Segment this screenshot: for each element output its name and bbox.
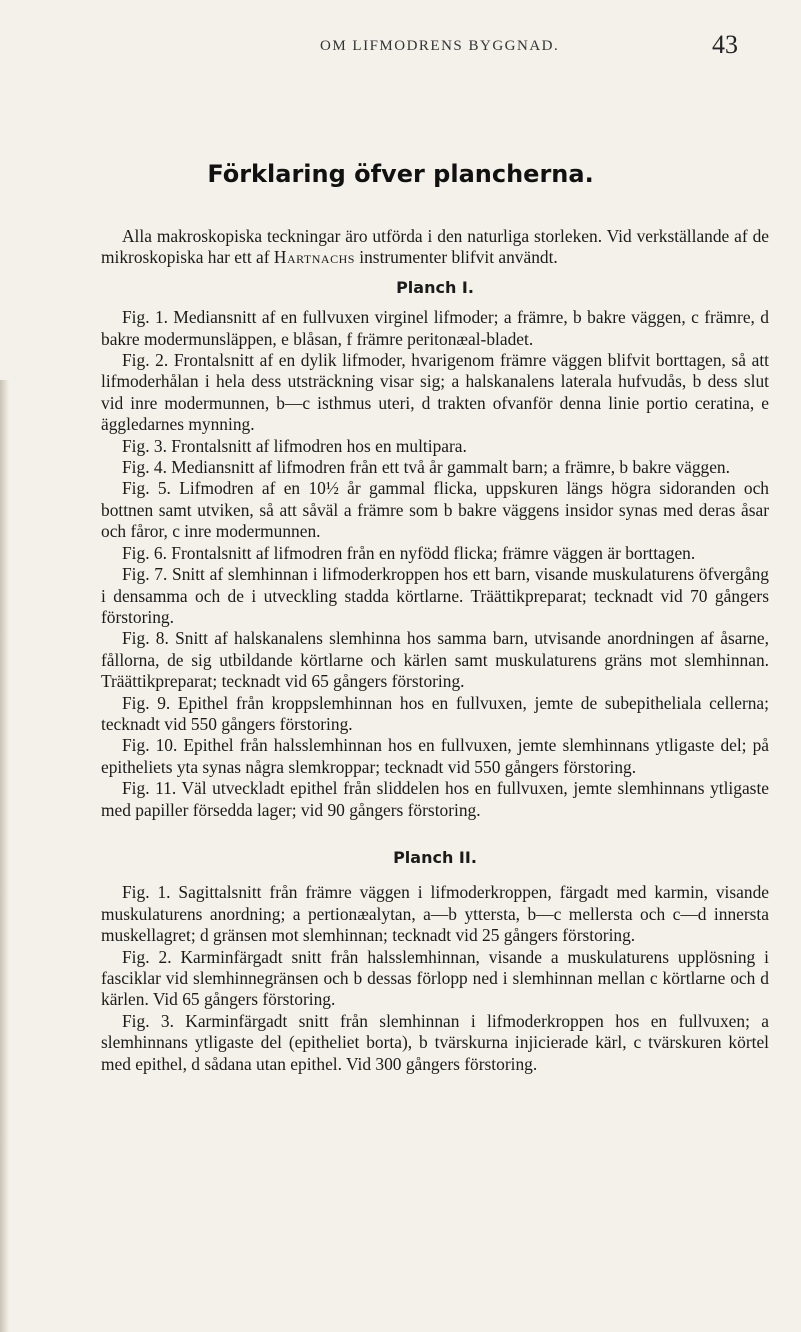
page-title: Förklaring öfver plancherna. <box>207 160 594 188</box>
plate1-fig6: Fig. 6. Frontalsnitt af lifmodren från en nyfödd flicka; främre väggen är borttagen. <box>122 542 696 563</box>
plate1-fig9: Fig. 9. Epithel från kroppslemhinnan hos en fullvuxen, jemte de subepitheliala cellerna; tecknadt vid 550 gångers förstoring. <box>101 692 769 734</box>
plate1-fig2: Fig. 2. Frontalsnitt af en dylik lifmoder, hvarigenom främre väggen blifvit borttagen, så att lifmoderhålan i hela dess utsträckning visar sig; a halskanalens laterala hufvudås, b dess slut vid inre modermunnen, b—c isthmus uteri, d trakten ofvanför denna linie portio ceratina, e äggledarnes mynning. <box>101 350 769 435</box>
plate1-fig7: Fig. 7. Snitt af slemhinnan i lifmoderkroppen hos ett barn, visande muskulaturens öfvergång i densamma och de i utveckling stadda körtlarne. Träättikpreparat; tecknadt vid 70 gångers förstoring. <box>101 564 769 627</box>
running-title: OM LIFMODRENS BYGGNAD. <box>320 38 560 54</box>
intro-paragraph: Alla makroskopiska teckningar äro utförda i den naturliga storleken. Vid verkställande af de mikroskopiska har ett af Hartnachs instrumenter blifvit användt. <box>101 226 769 268</box>
plate1-fig1: Fig. 1. Mediansnitt af en fullvuxen virginel lifmoder; a främre, b bakre väggen, c främre, d bakre modermunsläppen, e blåsan, f främre peritonæal-bladet. <box>101 307 769 349</box>
plate-heading-1: Planch I. <box>396 277 474 297</box>
plate1-fig11: Fig. 11. Väl utveckladt epithel från sliddelen hos en fullvuxen, jemte slemhinnans ytligaste med papiller försedda lager; vid 90 gångers förstoring. <box>101 778 769 820</box>
plate1-fig3: Fig. 3. Frontalsnitt af lifmodren hos en multipara. <box>122 435 467 456</box>
plate1-fig8: Fig. 8. Snitt af halskanalens slemhinna hos samma barn, utvisande anordningen af åsarne, fållorna, de sig utbildande körtlarne och kärlen samt muskulaturens gräns mot slemhinnan. Träättikpreparat; tecknadt vid 65 gångers förstoring. <box>101 628 769 692</box>
plate2-fig2: Fig. 2. Karminfärgadt snitt från halsslemhinnan, visande a muskulaturens upplösning i fasciklar vid slemhinnegränsen och b dessas förlopp ned i slemhinnan mellan c körtlarne och d kärlen. Vid 65 gångers förstoring. <box>101 946 769 1010</box>
plate1-fig4: Fig. 4. Mediansnitt af lifmodren från ett två år gammalt barn; a främre, b bakre väggen. <box>122 457 730 478</box>
page-spine-shadow <box>0 380 9 1332</box>
plate2-fig1: Fig. 1. Sagittalsnitt från främre väggen i lifmoderkroppen, färgadt med karmin, visande muskulaturens anordning; a pertionæalytan, a—b yttersta, b—c mellersta och c—d innersta muskellagret; d gränsen mot slemhinnan; tecknadt vid 25 gångers förstoring. <box>101 882 769 946</box>
plate1-fig5: Fig. 5. Lifmodren af en 10½ år gammal flicka, uppskuren längs högra sidoranden och bottnen samt utviken, så att såväl a främre som b bakre väggens insidor synas med deras åsar och fåror, c inre modermunnen. <box>101 478 769 542</box>
plate2-fig3: Fig. 3. Karminfärgadt snitt från slemhinnan i lifmoderkroppen hos en fullvuxen; a slemhinnans ytligaste del (epitheliet borta), b tvärskurna injicierade kärl, c tvärskuren körtel med epithel, d sådana utan epithel. Vid 300 gångers förstoring. <box>101 1010 769 1074</box>
running-head <box>0 30 801 60</box>
body-text <box>101 226 769 1075</box>
author-name: Hartnachs <box>273 247 355 268</box>
page-number: 43 <box>712 30 738 59</box>
plate-heading-2: Planch II. <box>393 847 477 867</box>
plate1-fig10: Fig. 10. Epithel från halsslemhinnan hos en fullvuxen, jemte slemhinnans ytligaste del; på epitheliets yta synas några slemkroppar; tecknadt vid 550 gångers förstoring. <box>101 735 769 777</box>
